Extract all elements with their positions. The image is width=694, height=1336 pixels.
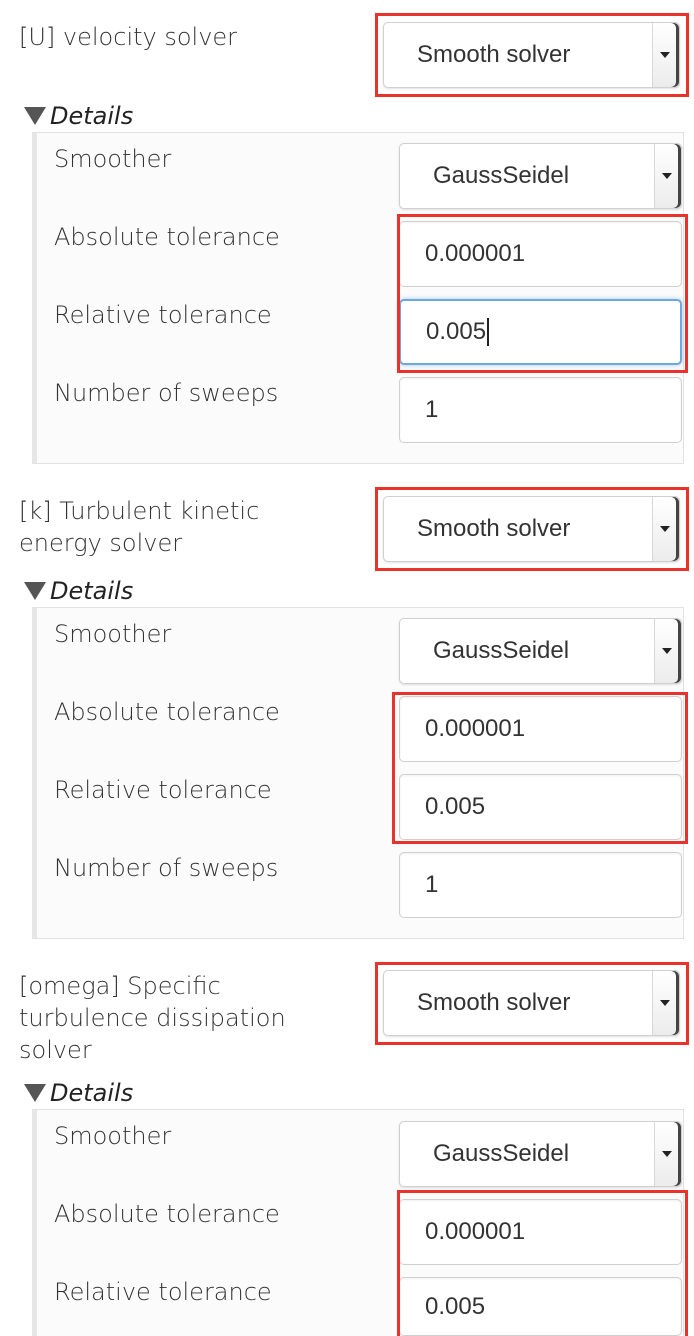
chevron-down-icon xyxy=(654,144,681,208)
k-abs-tol-label: Absolute tolerance xyxy=(54,698,280,726)
text-cursor xyxy=(487,318,489,346)
chevron-down-icon xyxy=(652,23,679,87)
omega-solver-label: [omega] Specific turbulence dissipation solver xyxy=(19,972,286,1064)
k-abs-tol-input[interactable] xyxy=(399,696,682,762)
omega-smoother-select[interactable] xyxy=(399,1121,682,1187)
u-abs-tol-label: Absolute tolerance xyxy=(54,223,280,251)
u-smoother-value: GaussSeidel xyxy=(433,162,570,189)
omega-rel-tol-value: 0.005 xyxy=(425,1292,486,1320)
k-smoother-value: GaussSeidel xyxy=(433,637,570,664)
chevron-down-icon xyxy=(652,497,679,561)
omega-solver-type-select[interactable] xyxy=(383,970,680,1036)
k-sweeps-value: 1 xyxy=(425,871,439,898)
k-solver-type-select[interactable] xyxy=(383,496,680,562)
omega-smoother-label: Smoother xyxy=(54,1122,172,1150)
k-rel-tol-value: 0.005 xyxy=(425,793,486,820)
chevron-down-icon xyxy=(654,619,681,683)
k-sweeps-label: Number of sweeps xyxy=(54,854,279,882)
omega-smoother-value: GaussSeidel xyxy=(433,1140,570,1167)
omega-abs-tol-value: 0.000001 xyxy=(425,1218,526,1245)
u-solver-type-value: Smooth solver xyxy=(417,41,571,68)
caret-down-icon xyxy=(24,582,46,600)
u-rel-tol-value: 0.005 xyxy=(426,318,487,345)
u-details-label: Details xyxy=(50,102,134,130)
omega-rel-tol-input[interactable] xyxy=(399,1277,682,1336)
k-smoother-select[interactable] xyxy=(399,618,682,684)
u-sweeps-input[interactable] xyxy=(399,377,682,443)
u-smoother-label: Smoother xyxy=(54,145,172,173)
u-details-toggle[interactable] xyxy=(24,101,133,131)
omega-details-toggle[interactable] xyxy=(24,1078,133,1108)
k-rel-tol-input[interactable] xyxy=(399,774,682,840)
k-details-label: Details xyxy=(50,577,134,605)
u-abs-tol-input[interactable] xyxy=(399,221,682,287)
k-smoother-label: Smoother xyxy=(54,620,172,648)
omega-abs-tol-input[interactable] xyxy=(399,1199,682,1265)
omega-rel-tol-label: Relative tolerance xyxy=(54,1278,272,1306)
chevron-down-icon xyxy=(652,971,679,1035)
u-smoother-select[interactable] xyxy=(399,143,682,209)
k-abs-tol-value: 0.000001 xyxy=(425,715,526,742)
caret-down-icon xyxy=(24,107,46,125)
k-sweeps-input[interactable] xyxy=(399,852,682,918)
u-rel-tol-label: Relative tolerance xyxy=(54,301,272,329)
u-sweeps-label: Number of sweeps xyxy=(54,379,279,407)
k-details-toggle[interactable] xyxy=(24,576,133,606)
u-solver-label: [U] velocity solver xyxy=(19,23,238,51)
omega-details-label: Details xyxy=(50,1079,134,1107)
u-solver-type-select[interactable] xyxy=(383,22,680,88)
u-rel-tol-input[interactable] xyxy=(399,299,682,365)
omega-abs-tol-label: Absolute tolerance xyxy=(54,1200,280,1228)
k-solver-type-value: Smooth solver xyxy=(417,515,571,542)
omega-solver-type-value: Smooth solver xyxy=(417,989,571,1016)
chevron-down-icon xyxy=(654,1122,681,1186)
u-sweeps-value: 1 xyxy=(425,396,439,423)
caret-down-icon xyxy=(24,1084,46,1102)
k-solver-label: [k] Turbulent kinetic energy solver xyxy=(19,497,260,557)
u-abs-tol-value: 0.000001 xyxy=(425,240,526,267)
k-rel-tol-label: Relative tolerance xyxy=(54,776,272,804)
